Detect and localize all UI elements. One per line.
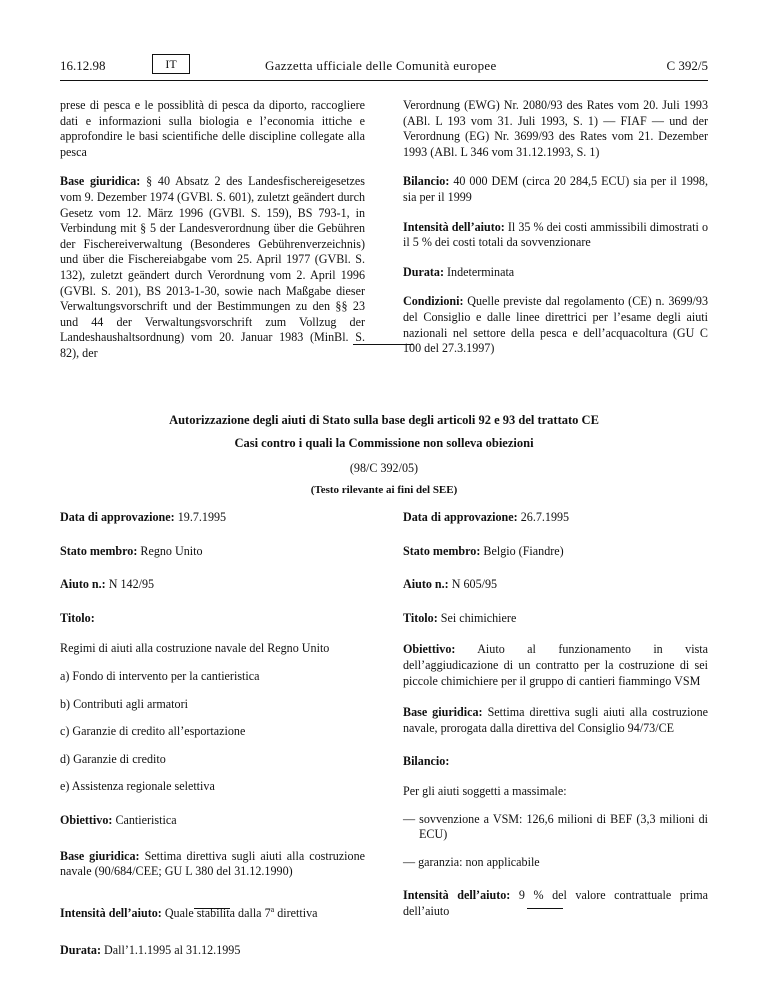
list-item: c) Garanzie di credito all’esportazione [60,724,246,739]
label: Titolo: [60,610,95,625]
continuation-paragraph: Verordnung (EWG) Nr. 2080/93 des Rates vom 20. Juli 1993 (ABl. L 193 vom 31. Juli 1993, S. 1) — FIAF — und der Verordnung (EG) Nr. 3699/93 des Rates vom 21. Dezember 1993 (ABl. L 346 vom 31.12.1993, S. 1) [403,98,708,159]
label: Base giuridica: [60,174,141,189]
value: § 40 Absatz 2 des Landesfischereigesetzes vom 9. Dezember 1974 (GVBl. S. 601), zuletzt geändert durch Gesetz vom 12. März 1996 (GVBl. S. 159), BS 793-1, in Verbindung mit § 5 der Landesverordnung über die Gebühren der Fischereiverwaltung (Besonderes Gebührenverzeichnis) und über die Fischereiabgabe vom 25. April 1977 (GVBl. S. 132), zuletzt geändert durch Verordnung vom 2. April 1996 (GVBl. S. 201), BS 2013-1-30, sowie nach Maßgabe dieser Verwaltungsvorschrift und der Bestimmungen zu den §§ 23 und 44 der Verwaltungsvorschrift zum Vollzug der Landeshaushaltsordnung) vom 20. Januar 1983 (MinBl. S. 82), der [60,174,365,360]
top-left-column [60,98,365,362]
label: Base giuridica: [403,705,483,720]
section-note: (Testo rilevante ai fini del SEE) [310,484,458,496]
bilancio-paragraph [403,174,708,205]
titolo-text: Regimi di aiuti alla costruzione navale del Regno Unito [60,641,330,656]
intensita-paragraph [403,220,708,251]
list-item: d) Garanzie di credito [60,751,166,766]
value: direttiva [274,905,318,920]
column-end-rule [194,908,230,909]
value: Quale stabilita dalla 7 [164,905,271,920]
value: 19.7.1995 [177,510,227,524]
label: Intensità dell’aiuto: [403,888,511,903]
base-giuridica [60,849,365,880]
condizioni-paragraph [403,294,708,356]
list-item: e) Assistenza regionale selettiva [60,779,215,794]
label: Bilancio: [403,754,450,769]
bilancio-intro: Per gli aiuti soggetti a massimale: [403,783,567,798]
label: Durata: [60,943,101,958]
intensita [60,902,365,922]
label: Obiettivo: [60,812,113,827]
value: Il 35 % dei costi ammissibili dimostrati o il 5 % dei costi totali da sovvenzionare [403,219,708,250]
journal-title: Gazzetta ufficiale delle Comunità europee [265,58,497,73]
stato-membro [60,544,365,560]
label: Data di approvazione: [60,510,175,524]
label: Bilancio: [403,174,450,189]
issue-date: 16.12.98 [60,58,106,73]
value: Quelle previste dal regolamento (CE) n. 3699/93 del Consiglio e dalle linee direttrici per l’esame degli aiuti nazionali nel settore della pesca e dell’acquacoltura (GU C 100 del 27.3.1997) [403,294,708,356]
value: 26.7.1995 [520,510,570,524]
label: Intensità dell’aiuto: [403,219,505,234]
titolo-label [60,611,365,627]
base-giuridica-paragraph [60,174,365,361]
value: N 142/95 [108,577,155,592]
label: Stato membro: [60,543,138,558]
page-number: C 392/5 [666,58,708,73]
label: Condizioni: [403,294,464,309]
value: Belgio (Fiandre) [483,543,564,558]
titolo [403,611,708,627]
label: Obiettivo: [403,642,456,657]
value: 9 % del valore contrattuale prima dell’aiuto [403,888,708,918]
label: Durata: [403,264,444,279]
value: Settima direttiva sugli aiuti alla costruzione navale, prorogata dalla direttiva del Consiglio 94/73/CE [403,705,708,735]
section-title: Autorizzazione degli aiuti di Stato sulla base degli articoli 92 e 93 del trattato CE [169,413,599,427]
bilancio-label [403,754,708,770]
value: Indeterminata [447,264,515,279]
label: Base giuridica: [60,848,140,863]
label: Titolo: [403,610,438,625]
value: Dall’1.1.1995 al 31.12.1995 [104,943,241,958]
label: Intensità dell’aiuto: [60,905,162,920]
value: Regno Unito [140,543,203,558]
value: Cantieristica [115,812,177,827]
header-rule [60,80,708,81]
durata [60,943,365,959]
data-approvazione [60,510,365,526]
bilancio-item: — sovvenzione a VSM: 126,6 milioni di BEF (3,3 milioni di ECU) [403,811,708,842]
label: Aiuto n.: [403,577,449,592]
intensita [403,888,708,919]
label: Aiuto n.: [60,577,106,592]
data-approvazione [403,510,708,526]
label: Data di approvazione: [403,510,518,524]
superscript: a [270,904,275,914]
page-header [0,54,768,78]
list-item: a) Fondo di intervento per la cantieristica [60,668,260,683]
value: Sei chimichiere [440,610,517,625]
right-case-column [403,510,708,920]
bilancio-item: — garanzia: non applicabile [403,854,540,869]
obiettivo [403,642,708,689]
aiuto-numero [60,577,365,593]
base-giuridica [403,705,708,736]
top-right-column [403,98,708,357]
left-case-column [60,510,365,959]
column-end-rule [527,908,563,909]
section-separator [353,344,413,345]
aiuto-numero [403,577,708,593]
value: Aiuto al funzionamento in vista dell’aggiudicazione di un contratto per la costruzione di sei piccole chimichiere per il gruppo di cantieri fiammingo VSM [403,642,709,688]
obiettivo [60,813,365,829]
durata-paragraph [403,265,708,281]
label: Stato membro: [403,543,481,558]
section-subtitle: Casi contro i quali la Commissione non solleva obiezioni [234,436,534,450]
value: 40 000 DEM (circa 20 284,5 ECU) sia per il 1998, sia per il 1999 [403,174,708,204]
list-item: b) Contributi agli armatori [60,696,188,711]
stato-membro [403,544,708,560]
intro-paragraph: prese di pesca e le possiblità di pesca da diporto, raccogliere dati e informazioni sulla biologia e l’economia ittiche e approfondire le basi scientifiche delle discipline collegate alla pesca [60,98,365,159]
section-reference: (98/C 392/05) [349,461,419,475]
language-box: IT [152,54,190,74]
value: Settima direttiva sugli aiuti alla costruzione navale (90/684/CEE; GU L 380 del 31.12.1990) [60,848,365,879]
value: N 605/95 [451,577,498,592]
